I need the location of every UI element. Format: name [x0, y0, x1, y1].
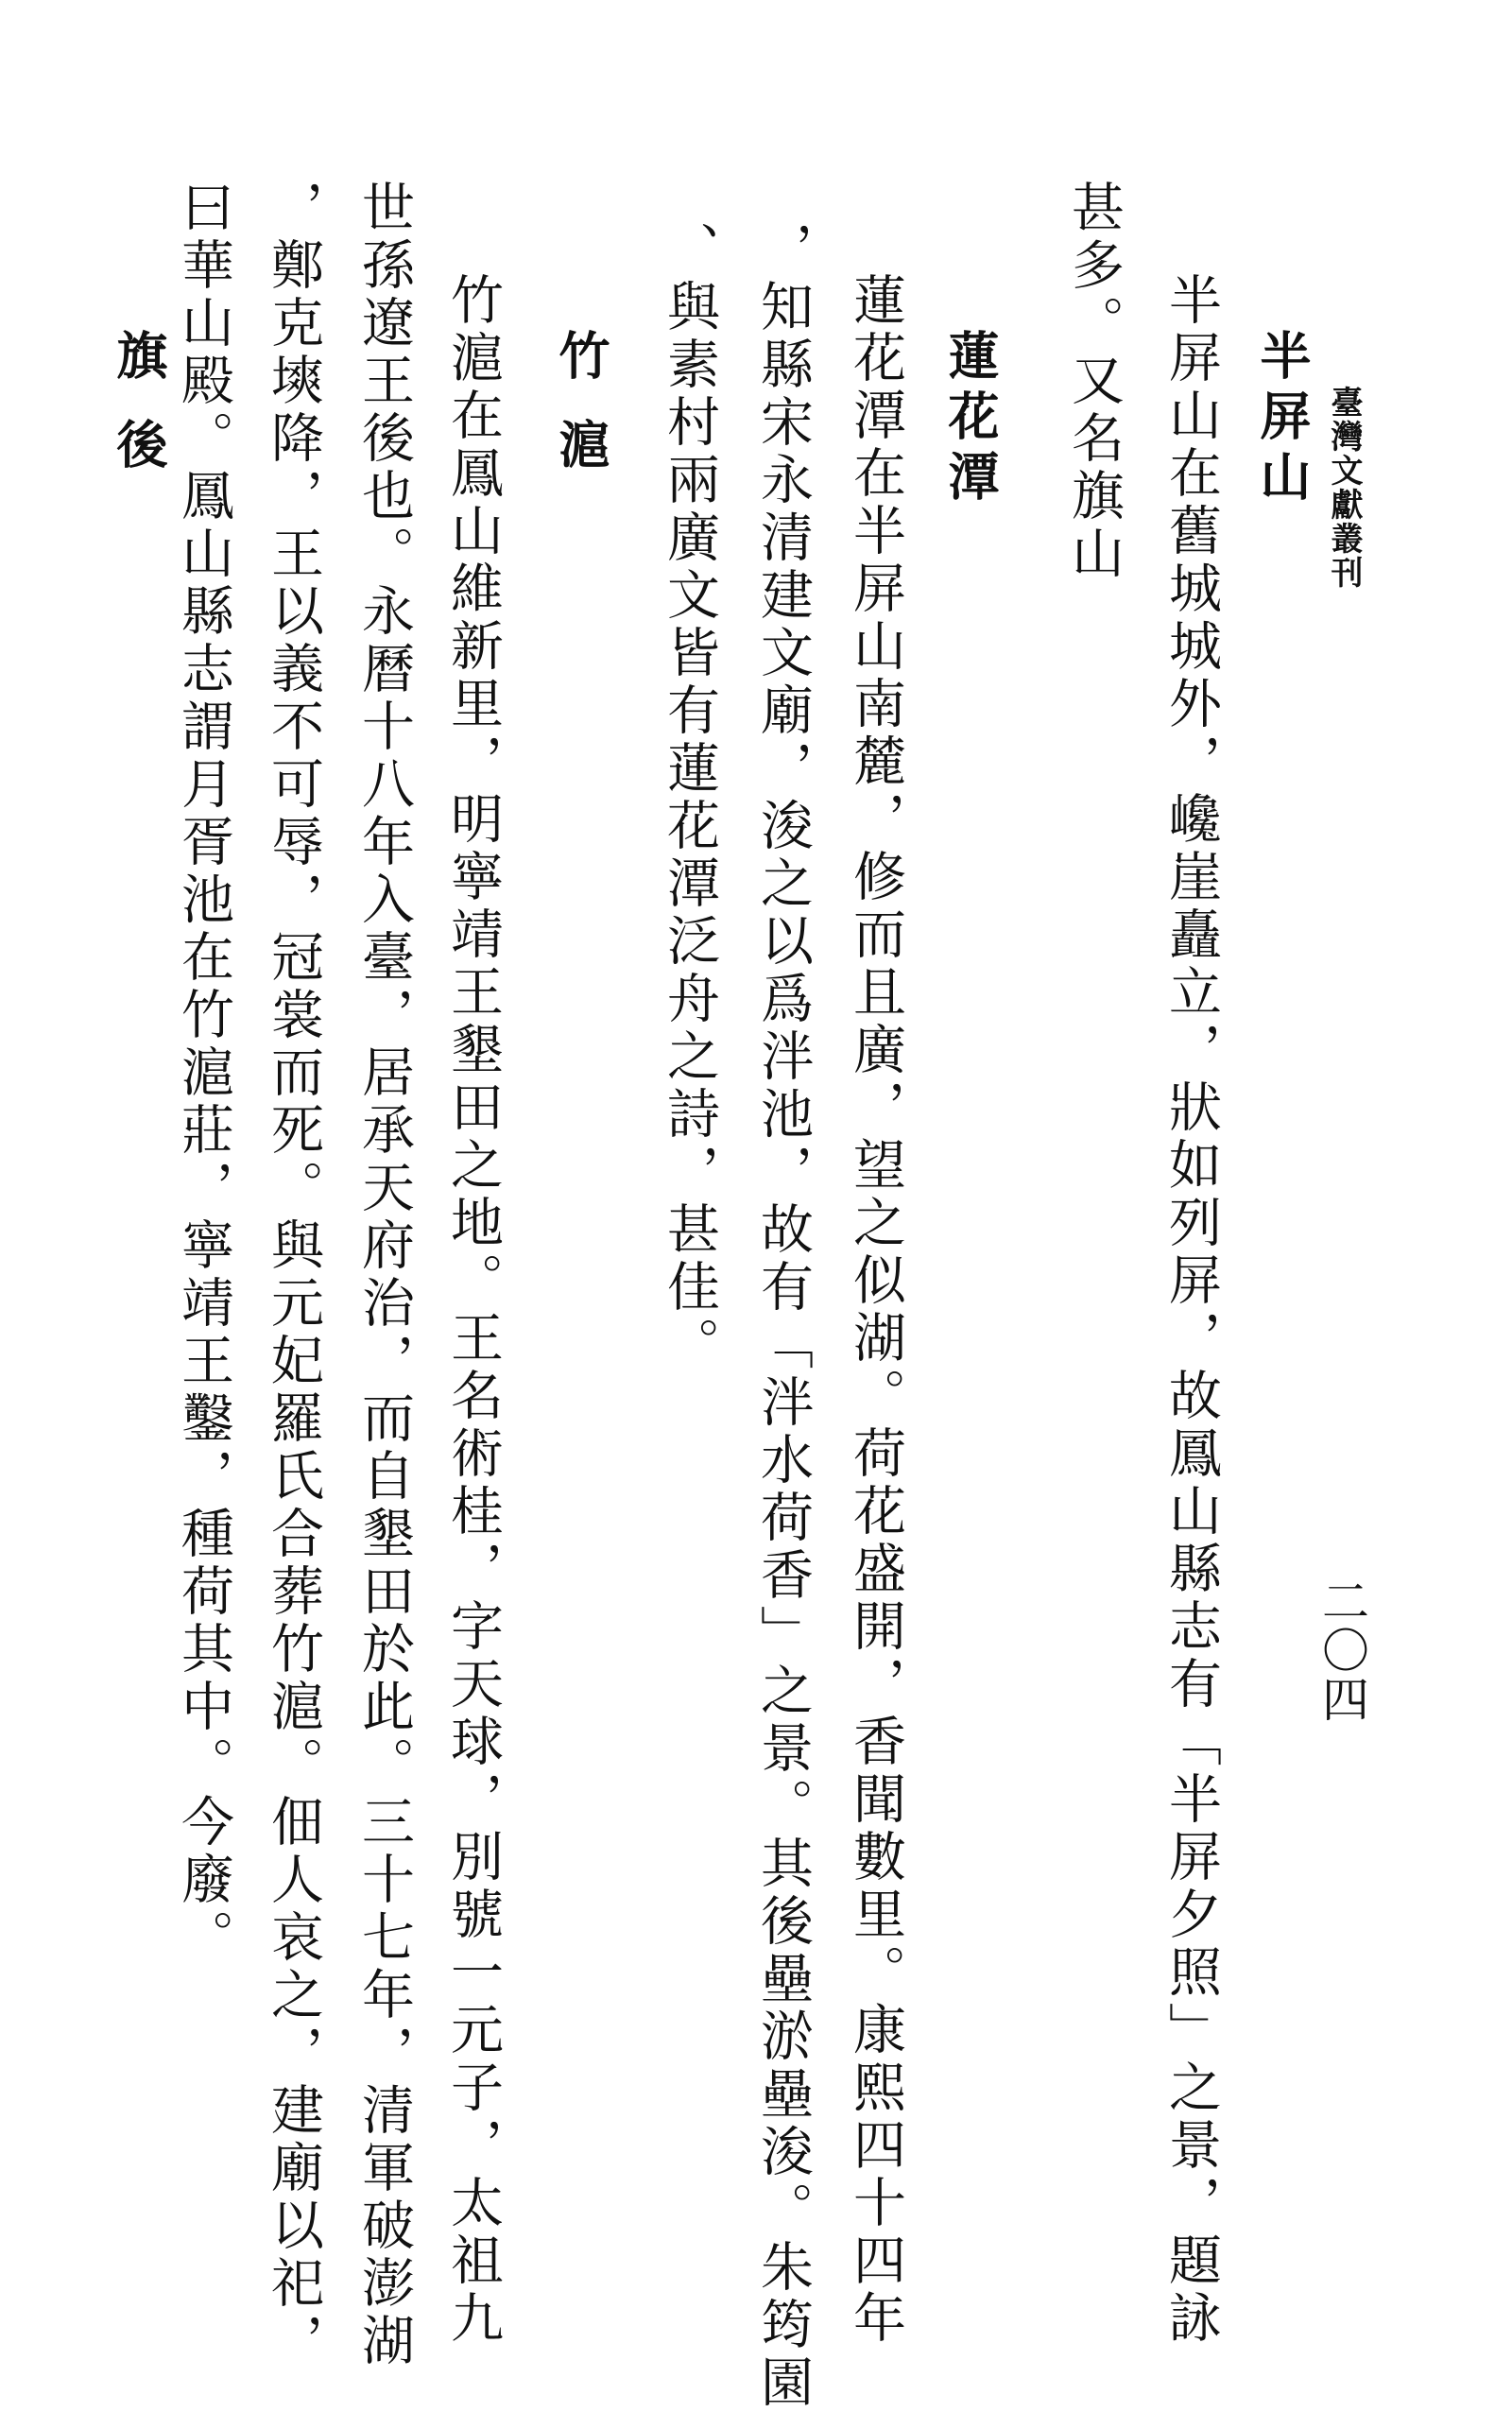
- paragraph-line: 曰華山殿。鳳山縣志謂月胥池在竹滬莊，寧靖王鑿，種荷其中。今廢。: [173, 180, 234, 1967]
- section-heading-qihou: 旗後: [109, 329, 169, 507]
- paragraph-line: 、與素村兩廣文皆有蓮花潭泛舟之詩，甚佳。: [659, 221, 720, 1374]
- paragraph-line: ，知縣宋永清建文廟，浚之以爲泮池，故有「泮水荷香」之景。其後壘淤壘浚。朱筠園: [752, 221, 814, 2412]
- paragraph-line: 世孫遼王後也。永曆十八年入臺，居承天府治，而自墾田於此。三十七年，清軍破澎湖: [353, 180, 415, 2370]
- section-heading-banpingshan: 半屏山: [1252, 329, 1313, 510]
- paragraph-line: ，鄭克塽降，王以義不可辱，冠裳而死。與元妃羅氏合葬竹滬。佃人哀之，建廟以祀，: [263, 180, 324, 2370]
- section-heading-zhuhu: 竹滬: [551, 329, 611, 507]
- section-heading-lianhuatan: 蓮花潭: [940, 329, 1001, 510]
- paragraph-line: 甚多。又名旗山: [1063, 180, 1125, 583]
- series-title: 臺灣文獻叢刊: [1325, 386, 1363, 590]
- page-number: 二〇四: [1314, 1576, 1369, 1724]
- paragraph-line: 蓮花潭在半屏山南麓，修而且廣，望之似湖。荷花盛開，香聞數里。康熙四十四年: [845, 272, 906, 2348]
- paragraph-line: 竹滬在鳳山維新里，明寧靖王墾田之地。王名術桂，字天球，別號一元子，太祖九: [442, 272, 504, 2348]
- paragraph-line: 半屏山在舊城城外，巉崖矗立，狀如列屏，故鳳山縣志有「半屏夕照」之景，題詠: [1160, 272, 1222, 2348]
